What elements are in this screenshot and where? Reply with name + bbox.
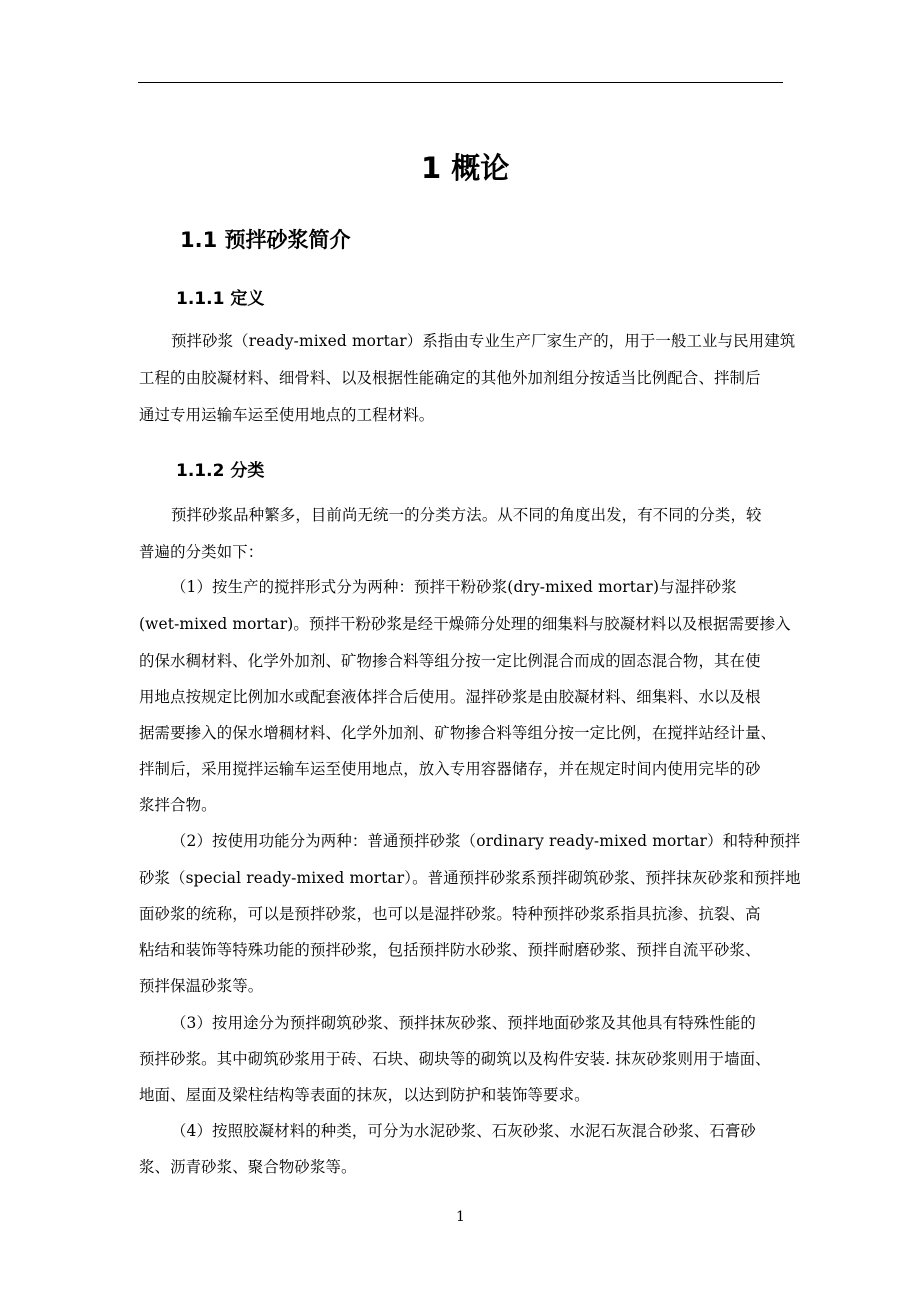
paragraph-line: 通过专用运输车运至使用地点的工程材料。: [139, 406, 435, 424]
list-item-line: 用地点按规定比例加水或配套液体拌合后使用。湿拌砂浆是由胶凝材料、细集料、水以及根: [139, 688, 761, 706]
list-item-line: 砂浆（special ready-mixed mortar）。普通预拌砂浆系预拌砌筑砂浆、预拌抹灰砂浆和预拌地: [139, 869, 801, 887]
list-item-line: （4）按照胶凝材料的种类，可分为水泥砂浆、石灰砂浆、水泥石灰混合砂浆、石膏砂: [171, 1122, 756, 1140]
list-item-line: (wet-mixed mortar)。预拌干粉砂浆是经干燥筛分处理的细集料与胶凝材料以及根据需要掺入: [139, 615, 791, 633]
list-item-line: 预拌砂浆。其中砌筑砂浆用于砖、石块、砌块等的砌筑以及构件安装. 抹灰砂浆则用于墙面、: [139, 1050, 771, 1068]
list-item-line: 粘结和装饰等特殊功能的预拌砂浆，包括预拌防水砂浆、预拌耐磨砂浆、预拌自流平砂浆、: [139, 941, 761, 959]
paragraph-line: 工程的由胶凝材料、细骨料、以及根据性能确定的其他外加剂组分按适当比例配合、拌制后: [139, 369, 761, 387]
list-item-line: 浆拌合物。: [139, 796, 217, 814]
list-item-line: （3）按用途分为预拌砌筑砂浆、预拌抹灰砂浆、预拌地面砂浆及其他具有特殊性能的: [171, 1014, 756, 1032]
paragraph-line: 普遍的分类如下：: [139, 543, 264, 561]
list-item-line: （2）按使用功能分为两种：普通预拌砂浆（ordinary ready-mixed mortar）和特种预拌: [171, 832, 801, 850]
list-item-line: 拌制后，采用搅拌运输车运至使用地点，放入专用容器储存，并在规定时间内使用完毕的砂: [139, 760, 761, 778]
list-item-line: 浆、沥青砂浆、聚合物砂浆等。: [139, 1158, 357, 1176]
chapter-title: 1 概论: [421, 151, 510, 185]
paragraph-line: 预拌砂浆品种繁多，目前尚无统一的分类方法。从不同的角度出发，有不同的分类，较: [171, 506, 762, 524]
list-item-line: 据需要掺入的保水增稠材料、化学外加剂、矿物掺合料等组分按一定比例，在搅拌站经计量、: [139, 724, 777, 742]
list-item-line: 地面、屋面及梁柱结构等表面的抹灰，以达到防护和装饰等要求。: [139, 1086, 590, 1104]
subsection-heading-definition: 1.1.1 定义: [176, 289, 265, 309]
header-rule: [138, 82, 783, 83]
list-item-line: 的保水稠材料、化学外加剂、矿物掺合料等组分按一定比例混合而成的固态混合物，其在使: [139, 652, 761, 670]
paragraph-line: 预拌砂浆（ready-mixed mortar）系指由专业生产厂家生产的，用于一般工业与民用建筑: [171, 332, 796, 350]
subsection-heading-classification: 1.1.2 分类: [176, 461, 265, 481]
list-item-line: 面砂浆的统称，可以是预拌砂浆，也可以是湿拌砂浆。特种预拌砂浆系指具抗渗、抗裂、高: [139, 905, 761, 923]
section-title: 1.1 预拌砂浆简介: [180, 228, 351, 252]
list-item-line: 预拌保温砂浆等。: [139, 977, 264, 995]
page-number: 1: [456, 1209, 465, 1225]
list-item-line: （1）按生产的搅拌形式分为两种：预拌干粉砂浆(dry-mixed mortar)与湿拌砂浆: [171, 578, 737, 596]
